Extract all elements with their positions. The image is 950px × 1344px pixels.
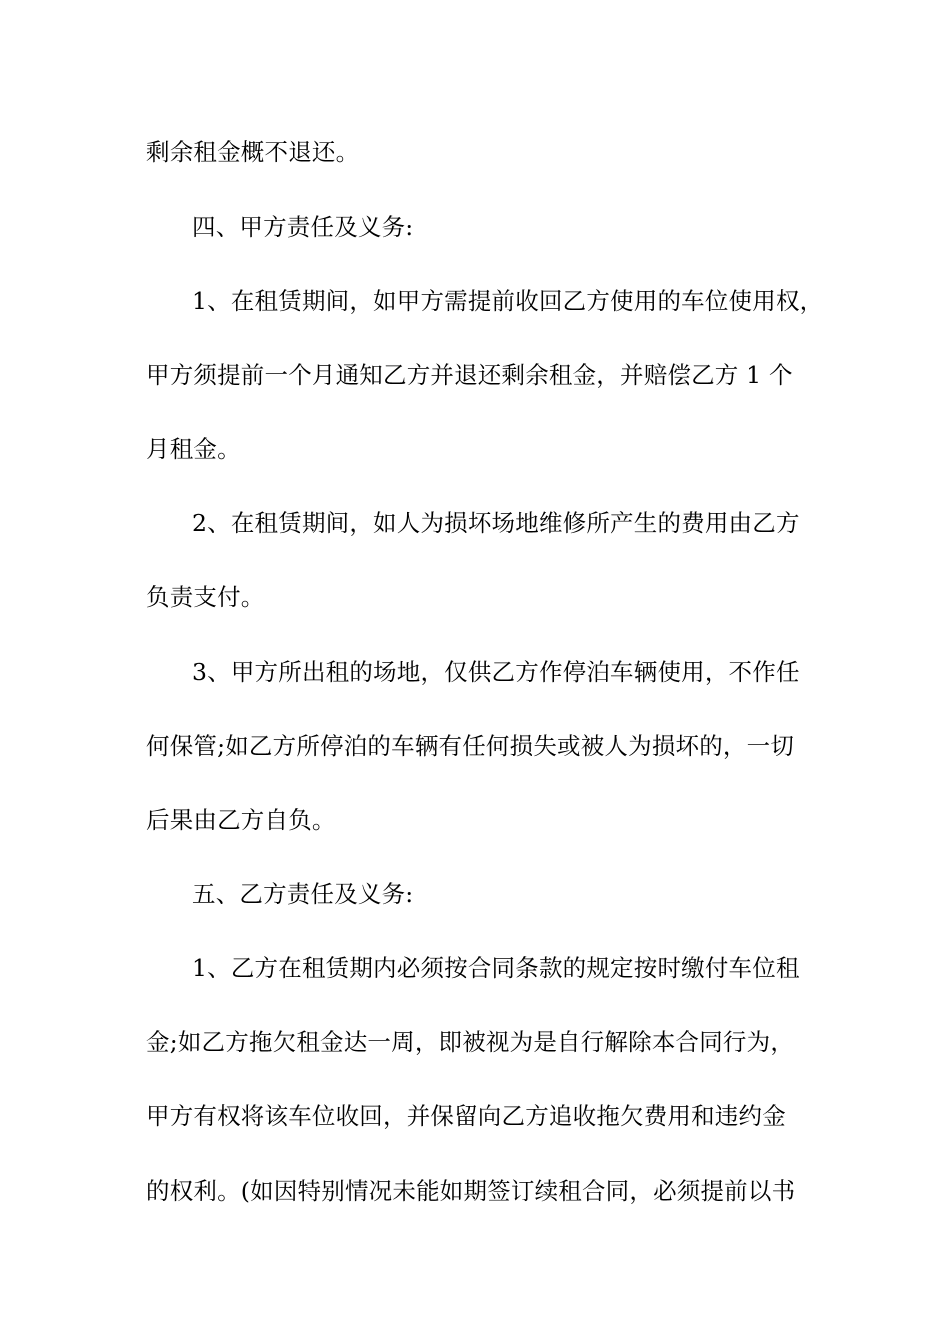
text-line: 1、在租赁期间，如甲方需提前收回乙方使用的车位使用权， bbox=[192, 287, 824, 315]
text-line: 甲方有权将该车位收回，并保留向乙方追收拖欠费用和违约金 bbox=[146, 1102, 786, 1130]
text-line: 后果由乙方自负。 bbox=[146, 806, 336, 834]
text-line: 3、甲方所出租的场地，仅供乙方作停泊车辆使用，不作任 bbox=[192, 658, 800, 686]
section-heading: 五、乙方责任及义务: bbox=[192, 880, 414, 908]
text-line: 月租金。 bbox=[146, 435, 241, 463]
text-line: 甲方须提前一个月通知乙方并退还剩余租金，并赔偿乙方 1 个 bbox=[146, 361, 793, 389]
text-line: 剩余租金概不退还。 bbox=[146, 138, 360, 166]
text-line: 2、在租赁期间，如人为损坏场地维修所产生的费用由乙方 bbox=[192, 509, 800, 537]
text-line: 负责支付。 bbox=[146, 583, 265, 611]
section-heading: 四、甲方责任及义务: bbox=[192, 213, 414, 241]
text-line: 的权利。(如因特别情况未能如期签订续租合同，必须提前以书 bbox=[146, 1177, 796, 1205]
text-line: 何保管;如乙方所停泊的车辆有任何损失或被人为损坏的，一切 bbox=[146, 732, 795, 760]
text-line: 1、乙方在租赁期内必须按合同条款的规定按时缴付车位租 bbox=[192, 954, 800, 982]
text-line: 金;如乙方拖欠租金达一周，即被视为是自行解除本合同行为， bbox=[146, 1028, 795, 1056]
